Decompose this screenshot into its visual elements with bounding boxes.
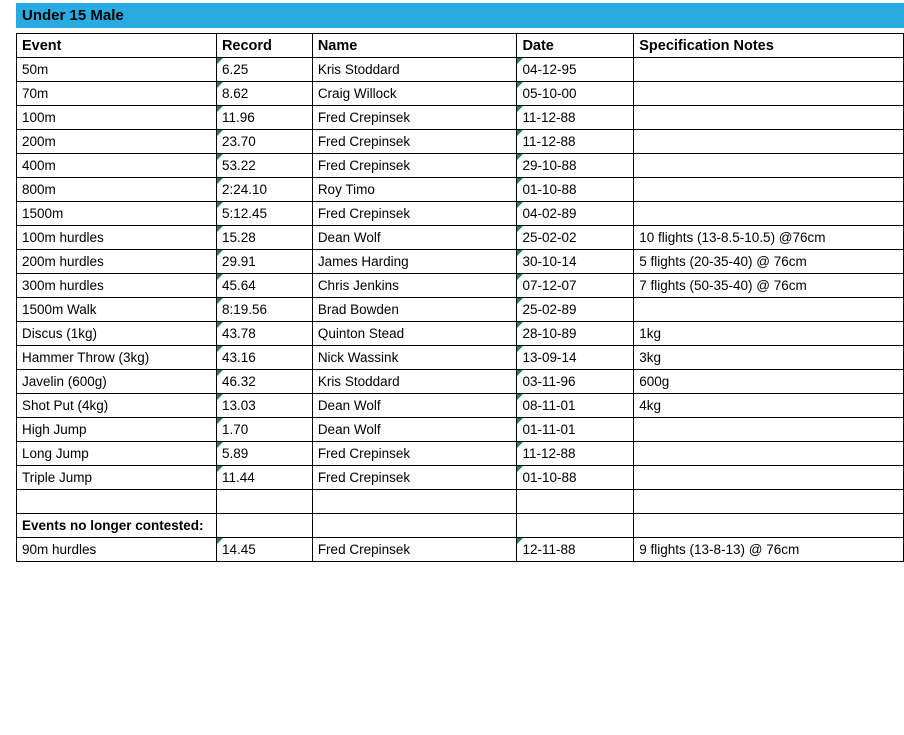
cell-blank — [634, 490, 904, 514]
cell-blank — [312, 514, 517, 538]
cell-name: Dean Wolf — [312, 418, 517, 442]
cell-record: 43.78 — [216, 322, 312, 346]
cell-record: 14.45 — [216, 538, 312, 562]
cell-record: 15.28 — [216, 226, 312, 250]
cell-notes — [634, 82, 904, 106]
table-row — [17, 130, 904, 154]
cell-record: 8.62 — [216, 82, 312, 106]
cell-event: Discus (1kg) — [17, 322, 217, 346]
table-row — [17, 82, 904, 106]
table-row — [17, 202, 904, 226]
cell-event: Hammer Throw (3kg) — [17, 346, 217, 370]
cell-notes — [634, 106, 904, 130]
table-row — [17, 418, 904, 442]
cell-blank — [312, 490, 517, 514]
cell-blank — [216, 490, 312, 514]
cell-record: 23.70 — [216, 130, 312, 154]
cell-event: 1500m — [17, 202, 217, 226]
cell-record: 11.96 — [216, 106, 312, 130]
table-row — [17, 346, 904, 370]
cell-date: 28-10-89 — [517, 322, 634, 346]
cell-record: 53.22 — [216, 154, 312, 178]
cell-date: 11-12-88 — [517, 130, 634, 154]
cell-date: 04-12-95 — [517, 58, 634, 82]
table-row — [17, 394, 904, 418]
cell-date: 01-11-01 — [517, 418, 634, 442]
cell-date: 03-11-96 — [517, 370, 634, 394]
cell-notes — [634, 298, 904, 322]
cell-name: Fred Crepinsek — [312, 202, 517, 226]
table-header-row — [17, 34, 904, 58]
cell-notes: 5 flights (20-35-40) @ 76cm — [634, 250, 904, 274]
cell-event: 400m — [17, 154, 217, 178]
cell-name: Dean Wolf — [312, 226, 517, 250]
cell-date: 07-12-07 — [517, 274, 634, 298]
cell-record: 46.32 — [216, 370, 312, 394]
cell-notes: 9 flights (13-8-13) @ 76cm — [634, 538, 904, 562]
cell-blank — [517, 514, 634, 538]
table-row — [17, 442, 904, 466]
cell-name: Kris Stoddard — [312, 58, 517, 82]
table-spacer-row — [17, 490, 904, 514]
cell-blank — [634, 514, 904, 538]
section-label: Events no longer contested: — [17, 514, 217, 538]
cell-name: Brad Bowden — [312, 298, 517, 322]
cell-notes: 7 flights (50-35-40) @ 76cm — [634, 274, 904, 298]
cell-date: 25-02-89 — [517, 298, 634, 322]
cell-notes — [634, 418, 904, 442]
column-header-date: Date — [517, 34, 634, 58]
cell-record: 6.25 — [216, 58, 312, 82]
cell-record: 45.64 — [216, 274, 312, 298]
cell-name: Quinton Stead — [312, 322, 517, 346]
cell-name: Fred Crepinsek — [312, 154, 517, 178]
cell-name: Fred Crepinsek — [312, 466, 517, 490]
cell-notes: 3kg — [634, 346, 904, 370]
table-row — [17, 466, 904, 490]
table-row — [17, 370, 904, 394]
cell-date: 30-10-14 — [517, 250, 634, 274]
cell-event: Javelin (600g) — [17, 370, 217, 394]
cell-event: 200m — [17, 130, 217, 154]
cell-date: 12-11-88 — [517, 538, 634, 562]
cell-name: Craig Willock — [312, 82, 517, 106]
cell-event: Long Jump — [17, 442, 217, 466]
cell-notes — [634, 154, 904, 178]
cell-name: Fred Crepinsek — [312, 130, 517, 154]
cell-date: 11-12-88 — [517, 442, 634, 466]
cell-notes — [634, 466, 904, 490]
cell-record: 2:24.10 — [216, 178, 312, 202]
cell-date: 05-10-00 — [517, 82, 634, 106]
records-table — [16, 33, 904, 562]
cell-notes — [634, 130, 904, 154]
cell-event: 1500m Walk — [17, 298, 217, 322]
cell-blank — [517, 490, 634, 514]
table-body — [17, 58, 904, 562]
cell-date: 01-10-88 — [517, 466, 634, 490]
table-row — [17, 250, 904, 274]
cell-notes — [634, 202, 904, 226]
column-header-record: Record — [216, 34, 312, 58]
table-row — [17, 322, 904, 346]
table-row — [17, 538, 904, 562]
cell-date: 01-10-88 — [517, 178, 634, 202]
cell-event: 100m — [17, 106, 217, 130]
column-header-name: Name — [312, 34, 517, 58]
cell-name: Fred Crepinsek — [312, 538, 517, 562]
cell-event: 200m hurdles — [17, 250, 217, 274]
cell-date: 29-10-88 — [517, 154, 634, 178]
cell-event: 70m — [17, 82, 217, 106]
cell-name: Dean Wolf — [312, 394, 517, 418]
cell-notes: 1kg — [634, 322, 904, 346]
column-header-notes: Specification Notes — [634, 34, 904, 58]
cell-event: 90m hurdles — [17, 538, 217, 562]
cell-notes: 4kg — [634, 394, 904, 418]
table-row — [17, 226, 904, 250]
cell-blank — [17, 490, 217, 514]
cell-event: 800m — [17, 178, 217, 202]
cell-notes: 10 flights (13-8.5-10.5) @76cm — [634, 226, 904, 250]
cell-event: High Jump — [17, 418, 217, 442]
table-row — [17, 106, 904, 130]
cell-notes: 600g — [634, 370, 904, 394]
cell-name: Fred Crepinsek — [312, 106, 517, 130]
cell-record: 29.91 — [216, 250, 312, 274]
cell-name: Fred Crepinsek — [312, 442, 517, 466]
cell-record: 8:19.56 — [216, 298, 312, 322]
cell-record: 5:12.45 — [216, 202, 312, 226]
table-row — [17, 298, 904, 322]
sheet-title-bar — [16, 3, 904, 28]
table-row — [17, 274, 904, 298]
cell-notes — [634, 442, 904, 466]
cell-event: 300m hurdles — [17, 274, 217, 298]
cell-name: Roy Timo — [312, 178, 517, 202]
table-row — [17, 154, 904, 178]
cell-event: Shot Put (4kg) — [17, 394, 217, 418]
cell-name: Nick Wassink — [312, 346, 517, 370]
page-title: Under 15 Male — [22, 7, 124, 24]
section-heading-row — [17, 514, 904, 538]
table-row — [17, 178, 904, 202]
cell-date: 04-02-89 — [517, 202, 634, 226]
cell-notes — [634, 178, 904, 202]
table-row — [17, 58, 904, 82]
cell-event: 50m — [17, 58, 217, 82]
cell-record: 13.03 — [216, 394, 312, 418]
cell-record: 1.70 — [216, 418, 312, 442]
cell-event: Triple Jump — [17, 466, 217, 490]
cell-record: 43.16 — [216, 346, 312, 370]
cell-record: 5.89 — [216, 442, 312, 466]
column-header-event: Event — [17, 34, 217, 58]
cell-notes — [634, 58, 904, 82]
cell-date: 25-02-02 — [517, 226, 634, 250]
cell-date: 13-09-14 — [517, 346, 634, 370]
cell-name: James Harding — [312, 250, 517, 274]
cell-name: Chris Jenkins — [312, 274, 517, 298]
cell-date: 08-11-01 — [517, 394, 634, 418]
cell-date: 11-12-88 — [517, 106, 634, 130]
cell-event: 100m hurdles — [17, 226, 217, 250]
cell-blank — [216, 514, 312, 538]
cell-record: 11.44 — [216, 466, 312, 490]
cell-name: Kris Stoddard — [312, 370, 517, 394]
